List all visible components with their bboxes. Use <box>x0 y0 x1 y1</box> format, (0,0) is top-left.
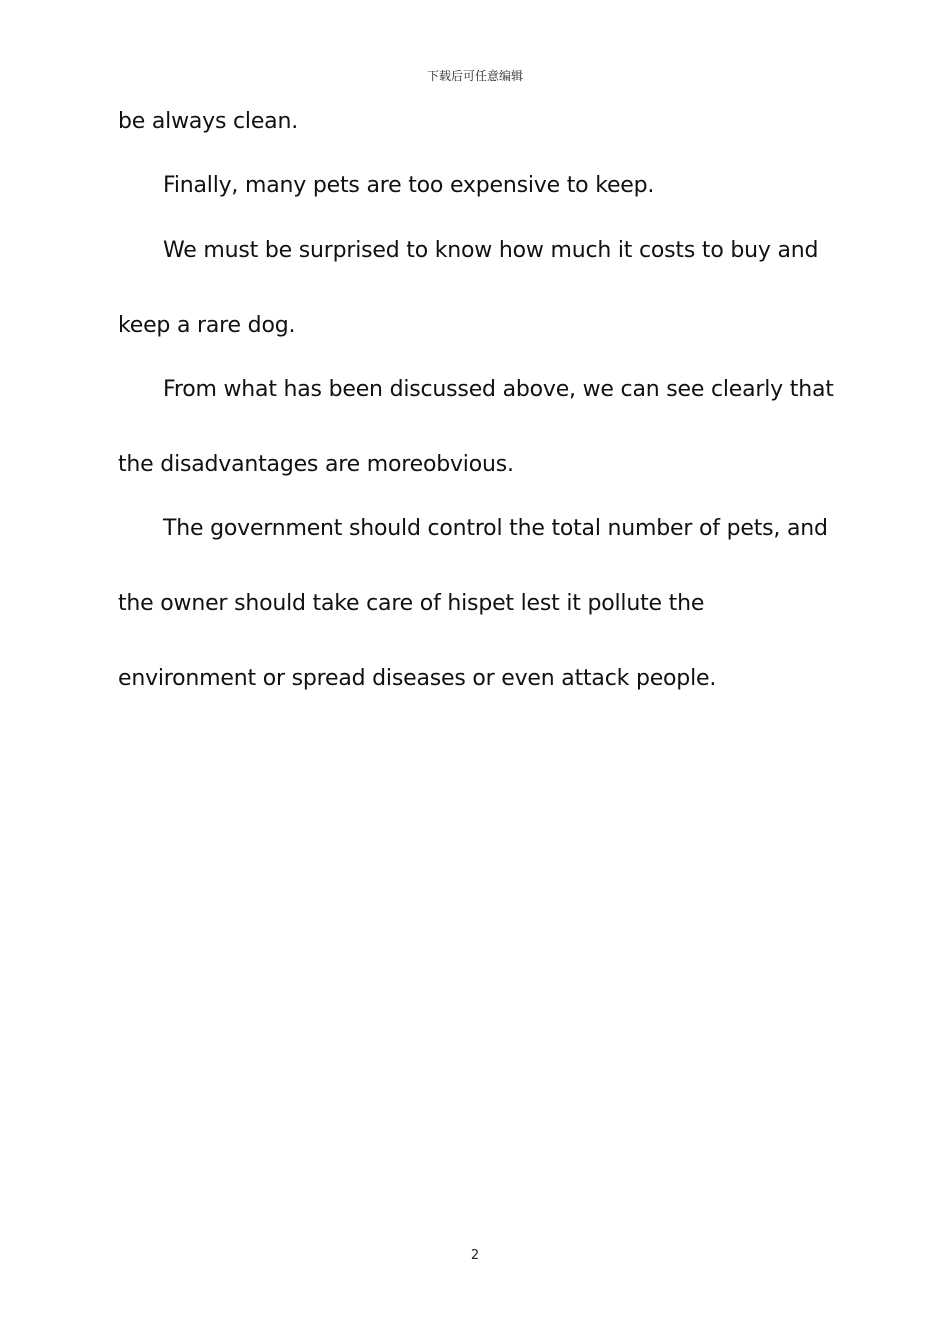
body-line: The government should control the total number of pets, and <box>163 516 828 541</box>
page-number: 2 <box>470 1248 480 1263</box>
page-header: 下载后可任意编辑 <box>426 69 523 83</box>
body-line: the disadvantages are moreobvious. <box>118 452 514 477</box>
body-line: keep a rare dog. <box>118 313 296 338</box>
body-line: environment or spread diseases or even attack people. <box>118 666 717 691</box>
body-line: From what has been discussed above, we can see clearly that <box>163 377 834 402</box>
body-line: We must be surprised to know how much it costs to buy and <box>163 238 819 263</box>
body-line: the owner should take care of hispet lest it pollute the <box>118 591 705 616</box>
body-line: Finally, many pets are too expensive to keep. <box>163 173 655 198</box>
body-line: be always clean. <box>118 109 298 134</box>
